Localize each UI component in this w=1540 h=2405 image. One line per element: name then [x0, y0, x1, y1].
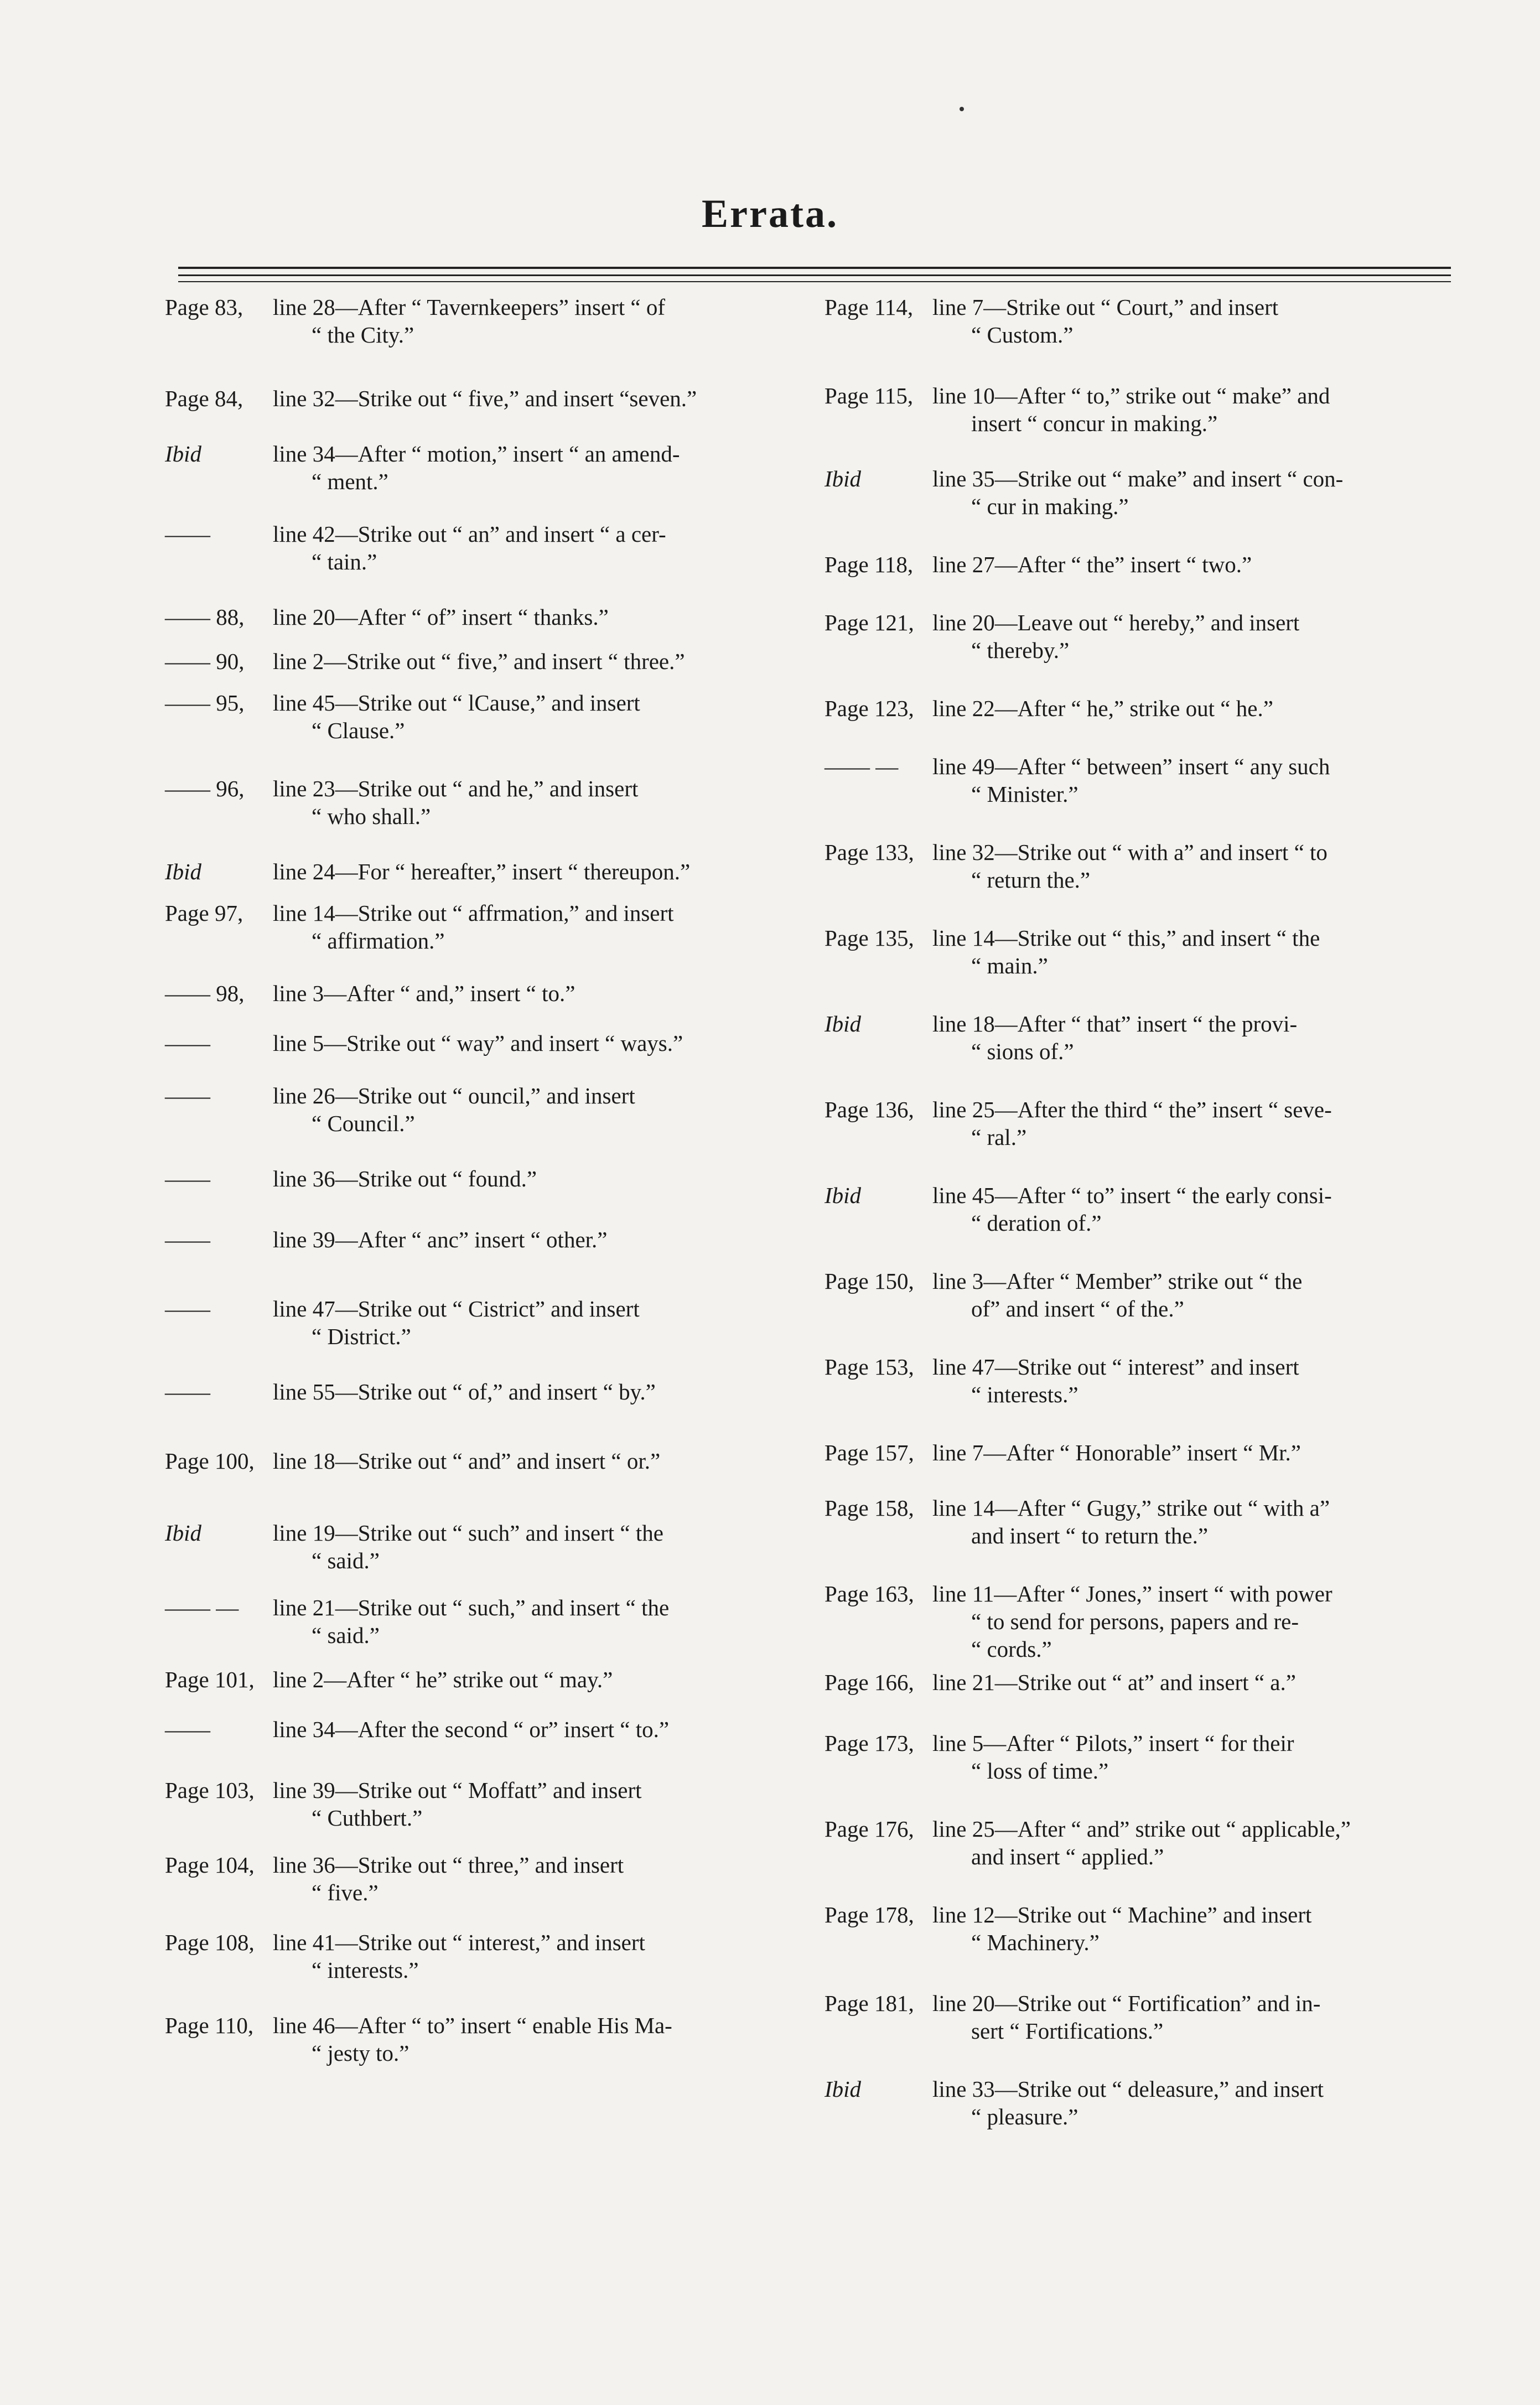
correction-line: line 35—Strike out “ make” and insert “ con- [932, 466, 1344, 491]
errata-entry [165, 1519, 805, 1574]
correction-line: line 7—After “ Honorable” insert “ Mr.” [932, 1440, 1302, 1465]
errata-entry [825, 293, 1464, 349]
correction-line: line 28—After “ Tavernkeepers” insert “ of [273, 294, 666, 320]
errata-entry [165, 293, 805, 349]
errata-entry [825, 694, 1464, 722]
entry-page-ref: Page 101, [165, 1667, 255, 1692]
correction-line: line 7—Strike out “ Court,” and insert [932, 294, 1279, 320]
errata-entry [165, 1226, 805, 1253]
entry-page-ref: —— 96, [165, 776, 245, 801]
entry-correction [932, 694, 1273, 722]
correction-line: line 34—After the second “ or” insert “ to.” [273, 1717, 670, 1742]
errata-entry [825, 1181, 1464, 1237]
errata-entry [825, 609, 1464, 664]
entry-page-ref: —— [165, 1379, 210, 1404]
errata-entry [165, 858, 805, 885]
correction-continuation: “ ral.” [971, 1124, 1027, 1150]
entry-correction [273, 1851, 624, 1906]
correction-continuation: and insert “ to return the.” [971, 1523, 1209, 1548]
entry-page-ref: Page 163, [825, 1581, 914, 1606]
entry-correction [273, 1519, 663, 1574]
errata-entry [165, 1851, 805, 1906]
entry-page-ref: Page 123, [825, 696, 914, 721]
correction-line: line 39—After “ anc” insert “ other.” [273, 1227, 608, 1252]
correction-continuation: insert “ concur in making.” [971, 411, 1218, 436]
entry-page-ref: Page 121, [825, 610, 914, 635]
errata-entry [825, 1729, 1464, 1785]
correction-line: line 2—Strike out “ five,” and insert “ three.” [273, 649, 685, 674]
correction-continuation: “ to send for persons, papers and re- [971, 1609, 1299, 1634]
entry-page-ref: Page 114, [825, 294, 914, 320]
entry-page-ref: Page 100, [165, 1448, 255, 1474]
entry-correction [273, 689, 640, 744]
entry-correction [273, 1295, 640, 1350]
correction-line: line 42—Strike out “ an” and insert “ a cer- [273, 521, 666, 547]
entry-page-ref: Page 84, [165, 386, 243, 411]
errata-entry [825, 1989, 1464, 2045]
correction-continuation: “ the City.” [312, 322, 414, 348]
correction-line: line 14—After “ Gugy,” strike out “ with a” [932, 1495, 1330, 1521]
entry-correction [273, 1165, 537, 1193]
correction-continuation: “ Machinery.” [971, 1930, 1100, 1955]
entry-page-ref: Ibid [825, 2076, 862, 2102]
errata-entry [825, 382, 1464, 437]
entry-correction [273, 1029, 683, 1057]
correction-line: line 39—Strike out “ Moffatt” and insert [273, 1777, 642, 1803]
errata-entry [165, 1082, 805, 1137]
entry-page-ref: —— [165, 1717, 210, 1742]
errata-entry [165, 2012, 805, 2067]
errata-entry [165, 647, 805, 675]
errata-entry [165, 775, 805, 830]
entry-correction [273, 1226, 608, 1253]
entry-correction [273, 1594, 669, 1649]
entry-page-ref: —— [165, 1083, 210, 1108]
correction-continuation: “ said.” [312, 1548, 380, 1573]
entry-correction [273, 293, 665, 349]
entry-page-ref: Ibid [825, 1183, 862, 1208]
entry-correction [273, 1447, 660, 1475]
entry-page-ref: —— 88, [165, 604, 245, 630]
entry-correction [273, 775, 638, 830]
correction-line: line 20—Strike out “ Fortification” and in- [932, 1991, 1321, 2016]
entry-page-ref: —— 98, [165, 981, 245, 1006]
correction-line: line 36—Strike out “ three,” and insert [273, 1852, 624, 1878]
entry-page-ref: Page 118, [825, 552, 914, 577]
errata-entry [825, 465, 1464, 520]
entry-page-ref: Page 176, [825, 1816, 914, 1842]
entry-correction [932, 1989, 1320, 2045]
correction-continuation: of” and insert “ of the.” [971, 1296, 1184, 1321]
errata-entry [825, 551, 1464, 578]
entry-correction [932, 1729, 1294, 1785]
correction-continuation: “ cords.” [971, 1636, 1052, 1662]
correction-continuation: “ tain.” [312, 549, 377, 574]
entry-correction [273, 520, 666, 576]
correction-line: line 45—After “ to” insert “ the early consi- [932, 1183, 1332, 1208]
correction-continuation: “ interests.” [971, 1382, 1078, 1407]
entry-correction [932, 382, 1330, 437]
errata-entry [165, 1295, 805, 1350]
entry-correction [932, 1181, 1332, 1237]
entry-page-ref: —— [165, 1166, 210, 1191]
correction-line: line 5—Strike out “ way” and insert “ ways.” [273, 1030, 683, 1056]
entry-page-ref: Page 153, [825, 1354, 914, 1380]
errata-entry [165, 1165, 805, 1193]
correction-line: line 21—Strike out “ at” and insert “ a.” [932, 1670, 1296, 1695]
entry-correction [932, 465, 1343, 520]
correction-line: line 46—After “ to” insert “ enable His Ma- [273, 2013, 672, 2038]
errata-entry [165, 1715, 805, 1743]
entry-page-ref: Page 136, [825, 1097, 914, 1122]
ink-speck [960, 107, 964, 111]
entry-correction [932, 1901, 1311, 1956]
correction-continuation: “ five.” [312, 1880, 378, 1905]
entry-page-ref: —— 90, [165, 649, 245, 674]
entry-correction [932, 551, 1252, 578]
errata-entry [825, 2075, 1464, 2131]
entry-page-ref: —— — [825, 754, 899, 779]
correction-line: line 25—After the third “ the” insert “ seve- [932, 1097, 1332, 1122]
correction-continuation: “ pleasure.” [971, 2104, 1078, 2129]
entry-correction [932, 1668, 1296, 1696]
correction-line: line 34—After “ motion,” insert “ an amend- [273, 441, 680, 467]
correction-line: line 27—After “ the” insert “ two.” [932, 552, 1252, 577]
entry-page-ref: Ibid [825, 466, 862, 491]
entry-page-ref: Ibid [165, 441, 202, 467]
entry-page-ref: —— [165, 1030, 210, 1056]
correction-continuation: “ Clause.” [312, 718, 405, 743]
entry-correction [932, 1353, 1299, 1408]
entry-page-ref: Page 178, [825, 1902, 914, 1927]
errata-entry [825, 1010, 1464, 1065]
entry-correction [273, 1378, 656, 1406]
errata-entry [825, 1580, 1464, 1663]
entry-page-ref: Page 83, [165, 294, 243, 320]
entry-correction [932, 1096, 1332, 1151]
errata-entry [165, 440, 805, 495]
errata-entry [165, 1029, 805, 1057]
entry-page-ref: Ibid [825, 1011, 862, 1036]
entry-correction [273, 1776, 642, 1832]
entry-correction [932, 293, 1278, 349]
entry-page-ref: —— [165, 1296, 210, 1321]
correction-line: line 20—Leave out “ hereby,” and insert [932, 610, 1300, 635]
entry-correction [273, 2012, 672, 2067]
correction-continuation: “ sions of.” [971, 1039, 1074, 1064]
entry-correction [273, 603, 609, 631]
entry-page-ref: Page 108, [165, 1930, 255, 1955]
entry-page-ref: —— 95, [165, 690, 245, 716]
entry-page-ref: Page 157, [825, 1440, 914, 1465]
entry-correction [932, 1267, 1302, 1323]
entry-page-ref: Page 110, [165, 2013, 254, 2038]
correction-line: line 18—Strike out “ and” and insert “ or.” [273, 1448, 661, 1474]
entry-correction [932, 1439, 1301, 1466]
entry-correction [932, 1494, 1330, 1549]
entry-correction [932, 753, 1330, 808]
entry-page-ref: Page 181, [825, 1991, 914, 2016]
correction-line: line 21—Strike out “ such,” and insert “ the [273, 1595, 670, 1620]
errata-entry [165, 1929, 805, 1984]
entry-page-ref: Page 133, [825, 839, 914, 865]
errata-entry [825, 753, 1464, 808]
entry-correction [932, 1580, 1332, 1663]
errata-entry [825, 1267, 1464, 1323]
entry-page-ref: Page 97, [165, 900, 243, 926]
entry-page-ref: Ibid [165, 1520, 202, 1546]
entry-correction [932, 2075, 1324, 2131]
entry-correction [273, 1082, 635, 1137]
errata-entry [165, 899, 805, 955]
correction-line: line 19—Strike out “ such” and insert “ the [273, 1520, 663, 1546]
correction-continuation: and insert “ applied.” [971, 1844, 1164, 1869]
entry-page-ref: Page 150, [825, 1268, 914, 1294]
entry-page-ref: —— — [165, 1595, 239, 1620]
entry-correction [932, 1010, 1297, 1065]
entry-page-ref: Page 166, [825, 1670, 914, 1695]
title-rule [178, 274, 1451, 276]
correction-line: line 25—After “ and” strike out “ applicable,” [932, 1816, 1351, 1842]
correction-line: line 14—Strike out “ affrmation,” and insert [273, 900, 674, 926]
entry-correction [932, 609, 1299, 664]
correction-continuation: “ District.” [312, 1324, 411, 1349]
correction-continuation: “ affirmation.” [312, 928, 445, 953]
entry-correction [273, 858, 690, 885]
entry-page-ref: —— [165, 521, 210, 547]
correction-continuation: “ main.” [971, 953, 1048, 978]
errata-entry [825, 1494, 1464, 1549]
errata-entry [825, 1439, 1464, 1466]
correction-line: line 3—After “ Member” strike out “ the [932, 1268, 1303, 1294]
errata-entry [825, 1353, 1464, 1408]
correction-line: line 11—After “ Jones,” insert “ with power [932, 1581, 1332, 1606]
correction-continuation: “ jesty to.” [312, 2040, 409, 2066]
correction-continuation: “ Council.” [312, 1111, 415, 1136]
errata-entry [165, 1447, 805, 1475]
entry-correction [932, 924, 1320, 979]
correction-line: line 12—Strike out “ Machine” and insert [932, 1902, 1312, 1927]
errata-entry [165, 1594, 805, 1649]
correction-line: line 20—After “ of” insert “ thanks.” [273, 604, 609, 630]
errata-entry [825, 924, 1464, 979]
entry-page-ref: Page 103, [165, 1777, 255, 1803]
title-rule [178, 281, 1451, 282]
correction-line: line 45—Strike out “ lCause,” and insert [273, 690, 640, 716]
correction-continuation: “ Minister.” [971, 781, 1078, 807]
title-rule [178, 267, 1451, 269]
correction-continuation: “ Custom.” [971, 322, 1074, 348]
entry-correction [273, 647, 685, 675]
correction-line: line 22—After “ he,” strike out “ he.” [932, 696, 1273, 721]
correction-line: line 47—Strike out “ Cistrict” and insert [273, 1296, 640, 1321]
errata-entry [165, 1666, 805, 1693]
entry-page-ref: Page 135, [825, 925, 914, 951]
correction-continuation: “ thereby.” [971, 637, 1070, 663]
correction-line: line 55—Strike out “ of,” and insert “ by.” [273, 1379, 656, 1404]
entry-correction [273, 979, 575, 1007]
page-title: Errata. [702, 191, 838, 236]
errata-entry [825, 1901, 1464, 1956]
correction-line: line 32—Strike out “ with a” and insert “ to [932, 839, 1328, 865]
correction-continuation: “ loss of time.” [971, 1758, 1109, 1784]
entry-page-ref: Page 104, [165, 1852, 255, 1878]
correction-line: line 24—For “ hereafter,” insert “ thereupon.” [273, 859, 691, 884]
correction-continuation: “ ment.” [312, 469, 388, 494]
correction-line: line 32—Strike out “ five,” and insert “seven.” [273, 386, 697, 411]
errata-entry [165, 603, 805, 631]
entry-page-ref: Page 158, [825, 1495, 914, 1521]
correction-line: line 18—After “ that” insert “ the provi- [932, 1011, 1298, 1036]
correction-continuation: “ cur in making.” [971, 494, 1129, 519]
errata-entry [165, 1378, 805, 1406]
errata-entry [825, 1815, 1464, 1870]
entry-page-ref: Ibid [165, 859, 202, 884]
correction-continuation: sert “ Fortifications.” [971, 2018, 1164, 2044]
correction-continuation: “ return the.” [971, 867, 1091, 893]
errata-entry [165, 520, 805, 576]
errata-entry [165, 979, 805, 1007]
correction-line: line 47—Strike out “ interest” and insert [932, 1354, 1299, 1380]
correction-line: line 2—After “ he” strike out “ may.” [273, 1667, 613, 1692]
entry-correction [273, 1929, 645, 1984]
correction-continuation: “ interests.” [312, 1957, 419, 1983]
entry-correction [932, 1815, 1351, 1870]
entry-correction [273, 440, 680, 495]
errata-entry [825, 1096, 1464, 1151]
correction-continuation: “ said.” [312, 1623, 380, 1648]
entry-correction [273, 1666, 613, 1693]
entry-page-ref: Page 173, [825, 1730, 914, 1756]
correction-line: line 41—Strike out “ interest,” and insert [273, 1930, 645, 1955]
entry-correction [273, 385, 697, 412]
correction-continuation: “ deration of.” [971, 1210, 1102, 1236]
correction-line: line 5—After “ Pilots,” insert “ for their [932, 1730, 1294, 1756]
errata-entry [825, 1668, 1464, 1696]
errata-entry [165, 385, 805, 412]
errata-entry [825, 838, 1464, 894]
correction-line: line 10—After “ to,” strike out “ make” and [932, 383, 1330, 408]
entry-correction [273, 1715, 669, 1743]
correction-line: line 26—Strike out “ ouncil,” and insert [273, 1083, 635, 1108]
correction-continuation: “ Cuthbert.” [312, 1805, 423, 1831]
correction-continuation: “ who shall.” [312, 804, 431, 829]
correction-line: line 14—Strike out “ this,” and insert “ the [932, 925, 1320, 951]
errata-entry [165, 689, 805, 744]
entry-page-ref: —— [165, 1227, 210, 1252]
correction-line: line 23—Strike out “ and he,” and insert [273, 776, 639, 801]
correction-line: line 33—Strike out “ deleasure,” and insert [932, 2076, 1324, 2102]
entry-correction [932, 838, 1328, 894]
entry-correction [273, 899, 674, 955]
entry-page-ref: Page 115, [825, 383, 914, 408]
correction-line: line 3—After “ and,” insert “ to.” [273, 981, 575, 1006]
errata-entry [165, 1776, 805, 1832]
correction-line: line 49—After “ between” insert “ any such [932, 754, 1330, 779]
correction-line: line 36—Strike out “ found.” [273, 1166, 537, 1191]
